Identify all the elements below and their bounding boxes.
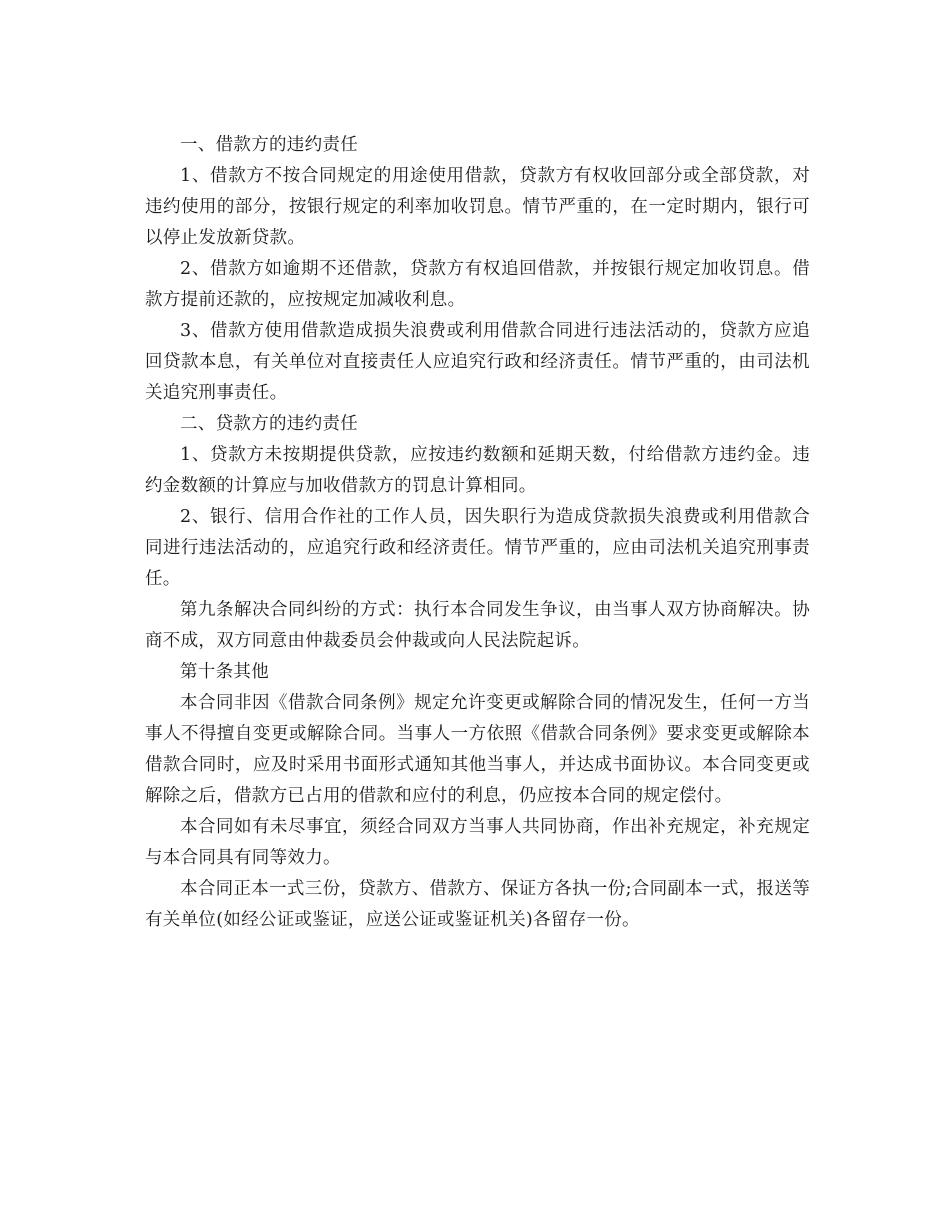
section-heading-lender-liability: 二、贷款方的违约责任: [180, 414, 358, 434]
paragraph-article-9-dispute: 第九条解决合同纠纷的方式：执行本合同发生争议，由当事人双方协商解决。协商不成，双方同意由仲裁委员会仲裁或向人民法院起诉。: [145, 600, 810, 651]
paragraph-lender-clause-1: 1、贷款方未按期提供贷款，应按违约数额和延期天数，付给借款方违约金。违约金数额的计算应与加收借款方的罚息计算相同。: [145, 445, 810, 496]
paragraph-borrower-clause-3: 3、借款方使用借款造成损失浪费或利用借款合同进行违法活动的，贷款方应追回贷款本息，有关单位对直接责任人应追究行政和经济责任。情节严重的，由司法机关追究刑事责任。: [145, 321, 810, 403]
paragraph-modification-termination: 本合同非因《借款合同条例》规定允许变更或解除合同的情况发生，任何一方当事人不得擅自变更或解除合同。当事人一方依照《借款合同条例》要求变更或解除本借款合同时，应及时采用书面形式通知其他当事人，并达成书面协议。本合同变更或解除之后，借款方已占用的借款和应付的利息，仍应按本合同的规定偿付。: [145, 693, 810, 806]
section-heading-borrower-liability: 一、借款方的违约责任: [180, 135, 358, 155]
paragraph-supplementary-provisions: 本合同如有未尽事宜，须经合同双方当事人共同协商，作出补充规定，补充规定与本合同具有同等效力。: [145, 817, 810, 868]
paragraph-lender-clause-2: 2、银行、信用合作社的工作人员，因失职行为造成贷款损失浪费或利用借款合同进行违法活动的，应追究行政和经济责任。情节严重的，应由司法机关追究刑事责任。: [145, 507, 810, 589]
paragraph-borrower-clause-1: 1、借款方不按合同规定的用途使用借款，贷款方有权收回部分或全部贷款，对违约使用的部分，按银行规定的利率加收罚息。情节严重的，在一定时期内，银行可以停止发放新贷款。: [145, 166, 810, 248]
document-body: [145, 130, 810, 936]
section-heading-article-10: 第十条其他: [180, 662, 269, 682]
paragraph-copies: 本合同正本一式三份，贷款方、借款方、保证方各执一份;合同副本一式，报送等有关单位(如经公证或鉴证，应送公证或鉴证机关)各留存一份。: [145, 879, 810, 930]
paragraph-borrower-clause-2: 2、借款方如逾期不还借款，贷款方有权追回借款，并按银行规定加收罚息。借款方提前还款的，应按规定加减收利息。: [145, 259, 810, 310]
